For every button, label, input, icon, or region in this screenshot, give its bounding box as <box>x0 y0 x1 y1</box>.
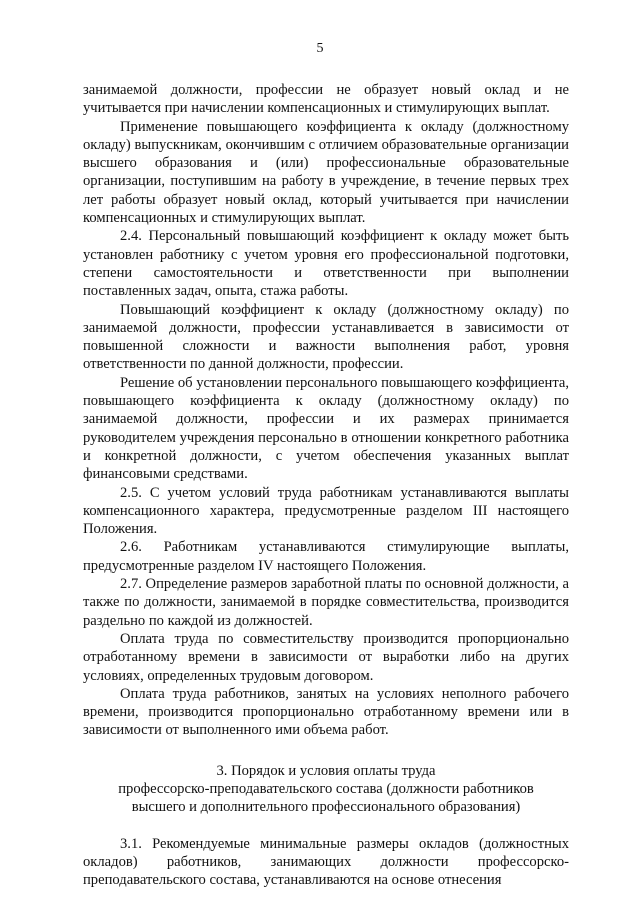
section-heading-line: 3. Порядок и условия оплаты труда <box>216 762 436 779</box>
section-heading <box>83 762 569 817</box>
paragraph: 2.4. Персональный повышающий коэффициент к окладу может быть установлен работнику с учетом уровня его профессиональной подготовки, степени самостоятельности и ответственности при выполнении поставленных задач, опыта, стажа работы. <box>83 228 569 300</box>
section-heading-line: высшего и дополнительного профессионального образования) <box>131 799 521 816</box>
paragraph: Решение об установлении персонального повышающего коэффициента, повышающего коэффициента к окладу (должностному окладу) по занимаемой должности, профессии и их размерах принимается руководителем учреждения персонально в отношении конкретного работника и конкретной должности, с учетом обеспечения указанных выплат финансовыми средствами. <box>83 374 569 483</box>
paragraph: 3.1. Рекомендуемые минимальные размеры окладов (должностных окладов) работников, занимающих должности профессорско-преподавательского состава, устанавливаются на основе отнесения <box>83 835 569 889</box>
paragraph: Оплата труда работников, занятых на условиях неполного рабочего времени, производится пропорционально отработанному времени или в зависимости от выполненного ими объема работ. <box>83 685 569 739</box>
paragraph: Повышающий коэффициент к окладу (должностному окладу) по занимаемой должности, профессии устанавливается в зависимости от повышенной сложности и важности выполнения работ, уровня ответственности по данной должности, профессии. <box>83 301 569 373</box>
document-body <box>83 81 569 889</box>
paragraph: Применение повышающего коэффициента к окладу (должностному окладу) выпускникам, окончившим с отличием образовательные организации высшего образования и (или) профессиональные образовательные организации, поступившим на работу в учреждение, в течение первых трех лет работы образует новый оклад, который учитывается при начислении компенсационных и стимулирующих выплат. <box>83 118 569 227</box>
paragraph: 2.5. С учетом условий труда работникам устанавливаются выплаты компенсационного характера, предусмотренные разделом III настоящего Положения. <box>83 484 569 538</box>
page-number: 5 <box>316 41 324 56</box>
paragraph: занимаемой должности, профессии не образует новый оклад и не учитывается при начислении компенсационных и стимулирующих выплат. <box>83 82 569 117</box>
paragraph: Оплата труда по совместительству производится пропорционально отработанному времени в зависимости от выработки либо на других условиях, определенных трудовым договором. <box>83 630 569 684</box>
paragraph: 2.6. Работникам устанавливаются стимулирующие выплаты, предусмотренные разделом IV настоящего Положения. <box>83 539 569 574</box>
section-heading-line: профессорско-преподавательского состава (должности работников <box>118 780 534 797</box>
paragraph: 2.7. Определение размеров заработной платы по основной должности, а также по должности, занимаемой в порядке совместительства, производится раздельно по каждой из должностей. <box>83 576 569 629</box>
